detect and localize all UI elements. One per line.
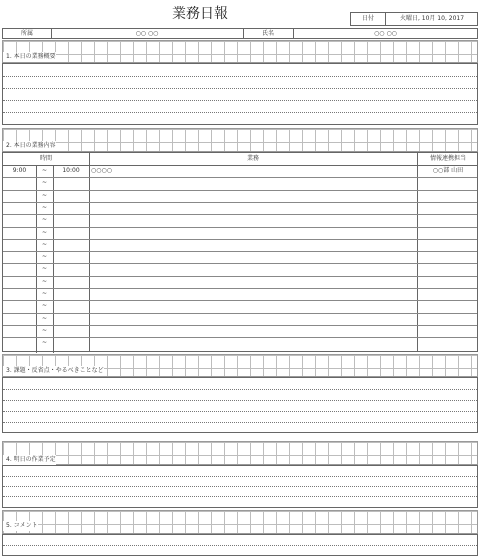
section-4-title: 4. 明日の作業予定	[3, 455, 56, 465]
col-time-header: 時間	[39, 155, 52, 162]
col-task-header: 業務	[246, 155, 259, 162]
row-contact[interactable]: ○○部 山田	[432, 167, 464, 174]
section-2-title: 2. 本日の業務内容	[3, 141, 56, 151]
name-value[interactable]: ○○ ○○	[374, 30, 397, 37]
time-separator: ~	[41, 240, 48, 248]
time-separator: ~	[41, 179, 48, 187]
date-box	[350, 12, 478, 26]
section-1-notes[interactable]	[2, 63, 478, 125]
section-1-title: 1. 本日の業務概要	[3, 52, 56, 62]
date-label: 日付	[351, 13, 386, 25]
section-5-grid	[2, 510, 478, 534]
time-separator: ~	[41, 339, 48, 347]
row-start-time[interactable]: 9:00	[12, 167, 27, 174]
section-4-notes[interactable]	[2, 465, 478, 508]
row-end-time[interactable]: 10:00	[62, 167, 80, 174]
page-title: 業務日報	[172, 6, 228, 22]
header-row	[2, 28, 478, 39]
section-1-grid	[2, 40, 478, 63]
col-contact-header: 情報連携担当	[429, 155, 466, 162]
time-separator: ~	[41, 326, 48, 334]
row-task[interactable]: ○○○○	[91, 167, 112, 174]
time-separator: ~	[41, 302, 48, 310]
time-separator: ~	[41, 290, 48, 297]
section-4-grid	[2, 441, 478, 465]
time-separator: ~	[41, 191, 48, 199]
dept-value[interactable]: ○○ ○○	[135, 30, 159, 37]
dept-label: 所属	[20, 30, 33, 37]
time-separator: ~	[41, 216, 48, 224]
section-2-grid	[2, 128, 478, 152]
time-separator: ~	[41, 277, 48, 285]
section-3-notes[interactable]	[2, 377, 478, 433]
date-value[interactable]: 火曜日, 10月 10, 2017	[399, 15, 465, 22]
time-separator: ~	[41, 228, 48, 236]
task-table	[2, 152, 478, 352]
section-5-title: 5. コメント	[3, 521, 38, 531]
time-separator: ~	[41, 167, 48, 174]
time-separator: ~	[41, 253, 48, 261]
time-separator: ~	[41, 265, 48, 273]
section-3-title: 3. 課題・反省点・やるべきことなど	[3, 366, 104, 376]
time-separator: ~	[41, 203, 48, 211]
name-label: 氏名	[261, 30, 274, 37]
time-separator: ~	[41, 314, 48, 322]
section-5-notes[interactable]	[2, 534, 478, 556]
